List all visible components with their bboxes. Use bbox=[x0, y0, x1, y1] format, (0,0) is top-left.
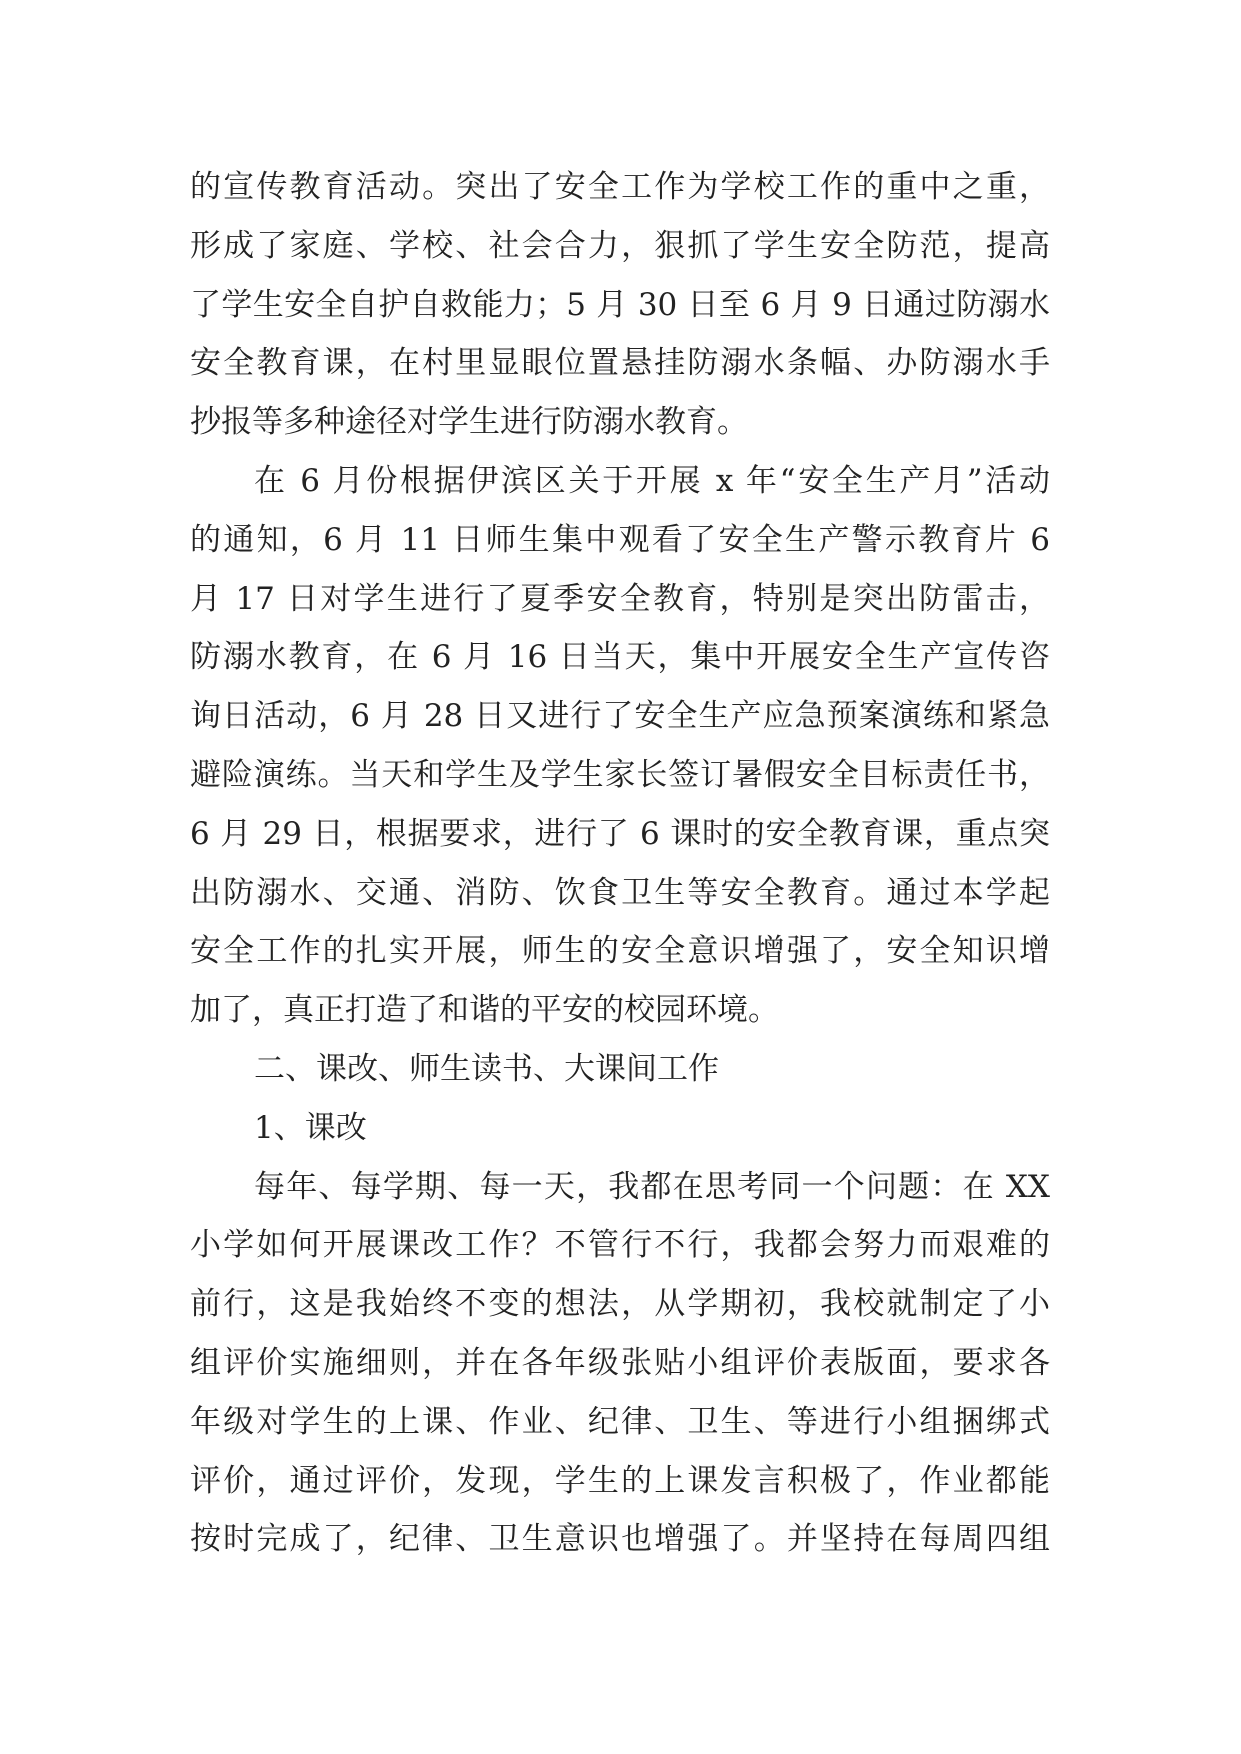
text-line: 6 月 29 日，根据要求，进行了 6 课时的安全教育课，重点突 bbox=[190, 815, 1050, 852]
text-line: 的通知，6 月 11 日师生集中观看了安全生产警示教育片 6 bbox=[190, 521, 1050, 558]
text-line: 前行，这是我始终不变的想法，从学期初，我校就制定了小 bbox=[190, 1286, 1050, 1323]
text-line: 按时完成了，纪律、卫生意识也增强了。并坚持在每周四组 bbox=[190, 1521, 1050, 1558]
text-line: 月 17 日对学生进行了夏季安全教育，特别是突出防雷击， bbox=[190, 580, 1050, 617]
text-line: 小学如何开展课改工作？不管行不行，我都会努力而艰难的 bbox=[190, 1227, 1050, 1264]
text-line: 了学生安全自护自救能力；5 月 30 日至 6 月 9 日通过防溺水 bbox=[190, 286, 1050, 323]
subsection-heading: 1、课改 bbox=[254, 1109, 367, 1146]
text-line: 安全教育课，在村里显眼位置悬挂防溺水条幅、办防溺水手 bbox=[190, 345, 1050, 382]
text-line: 避险演练。当天和学生及学生家长签订暑假安全目标责任书， bbox=[190, 756, 1050, 793]
text-line: 询日活动，6 月 28 日又进行了安全生产应急预案演练和紧急 bbox=[190, 698, 1050, 735]
text-line: 每年、每学期、每一天，我都在思考同一个问题：在 XX bbox=[254, 1168, 1050, 1205]
text-line: 安全工作的扎实开展，师生的安全意识增强了，安全知识增 bbox=[190, 933, 1050, 970]
text-line: 防溺水教育，在 6 月 16 日当天，集中开展安全生产宣传咨 bbox=[190, 639, 1050, 676]
text-line: 的宣传教育活动。突出了安全工作为学校工作的重中之重， bbox=[190, 169, 1050, 205]
text-line: 形成了家庭、学校、社会合力，狠抓了学生安全防范，提高 bbox=[190, 227, 1050, 264]
text-line: 评价，通过评价，发现，学生的上课发言积极了，作业都能 bbox=[190, 1462, 1050, 1499]
text-line: 加了，真正打造了和谐的平安的校园环境。 bbox=[190, 992, 779, 1029]
body-text bbox=[190, 158, 1050, 1569]
text-line: 在 6 月份根据伊滨区关于开展 x 年“安全生产月”活动 bbox=[254, 462, 1050, 499]
text-line: 年级对学生的上课、作业、纪律、卫生、等进行小组捆绑式 bbox=[190, 1403, 1050, 1440]
text-line: 出防溺水、交通、消防、饮食卫生等安全教育。通过本学起 bbox=[190, 874, 1050, 911]
text-line: 组评价实施细则，并在各年级张贴小组评价表版面，要求各 bbox=[190, 1344, 1050, 1381]
section-heading: 二、课改、师生读书、大课间工作 bbox=[254, 1050, 719, 1087]
text-line: 抄报等多种途径对学生进行防溺水教育。 bbox=[190, 404, 748, 441]
